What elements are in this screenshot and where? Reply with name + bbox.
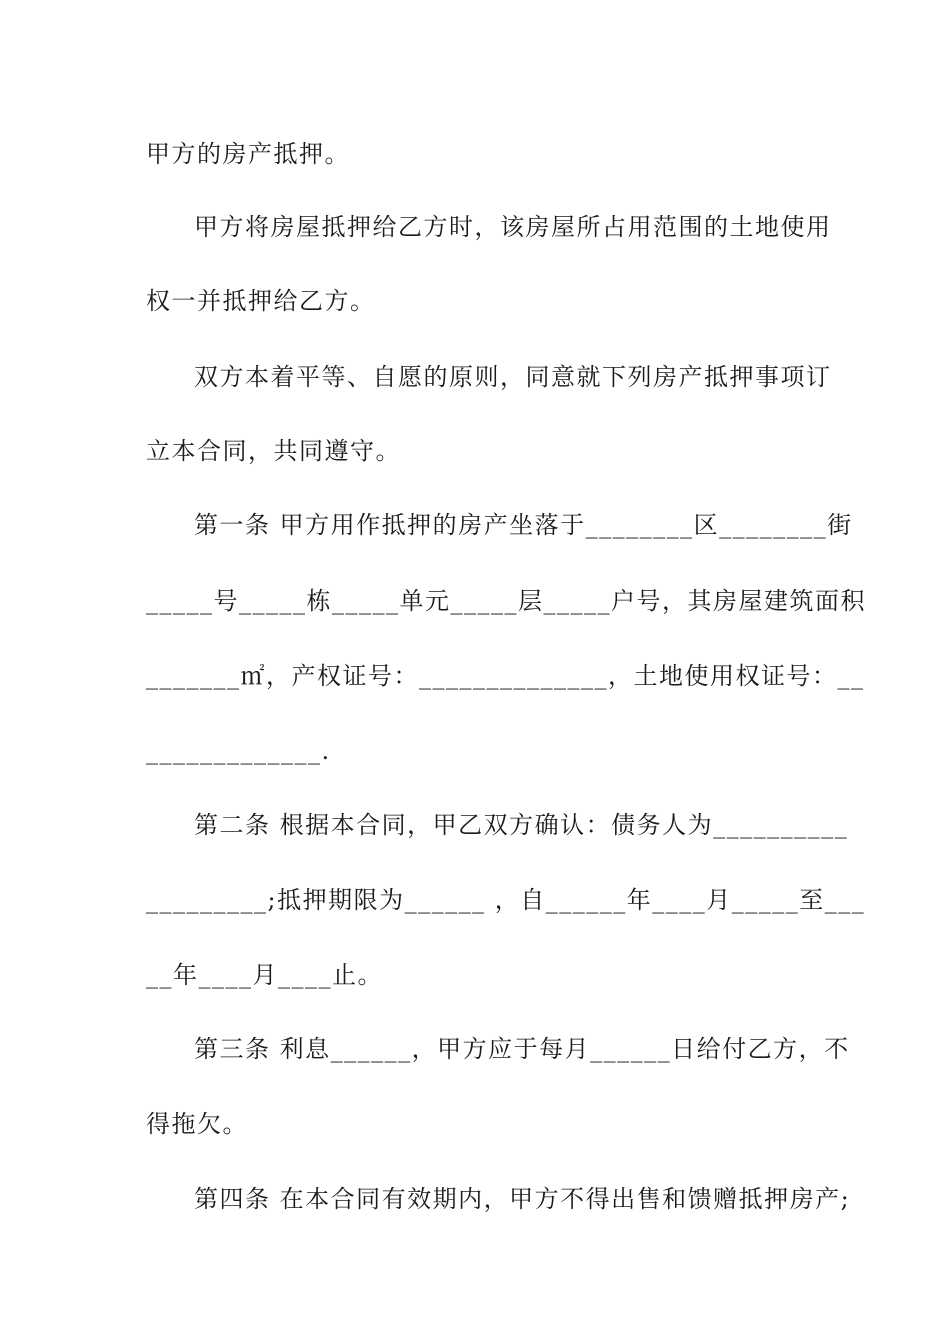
- text-line: 甲方的房产抵押。: [146, 140, 350, 168]
- text-line: 立本合同，共同遵守。: [146, 437, 401, 465]
- clause-3-heading-line: 第三条 利息______，甲方应于每月______日给付乙方，不: [194, 1035, 850, 1063]
- clause-4-heading-line: 第四条 在本合同有效期内，甲方不得出售和馈赠抵押房产;: [194, 1185, 851, 1213]
- text-line: _____号_____栋_____单元_____层_____户号，其房屋建筑面积: [146, 587, 866, 615]
- text-line: 权一并抵押给乙方。: [146, 287, 376, 315]
- clause-1-heading-line: 第一条 甲方用作抵押的房产坐落于________区________街: [194, 511, 853, 539]
- text-line: __年____月____止。: [146, 961, 383, 989]
- text-line: _______㎡，产权证号：______________，土地使用权证号：__: [146, 662, 865, 690]
- text-line: 得拖欠。: [146, 1110, 248, 1138]
- clause-2-heading-line: 第二条 根据本合同，甲乙双方确认：债务人为__________: [194, 811, 849, 839]
- paragraph-start-line: 双方本着平等、自愿的原则，同意就下列房产抵押事项订: [194, 363, 832, 391]
- text-line: _________;抵押期限为______ ，自______年____月_____至___: [146, 886, 866, 914]
- paragraph-start-line: 甲方将房屋抵押给乙方时，该房屋所占用范围的土地使用: [194, 213, 832, 241]
- text-line: _____________.: [146, 737, 331, 765]
